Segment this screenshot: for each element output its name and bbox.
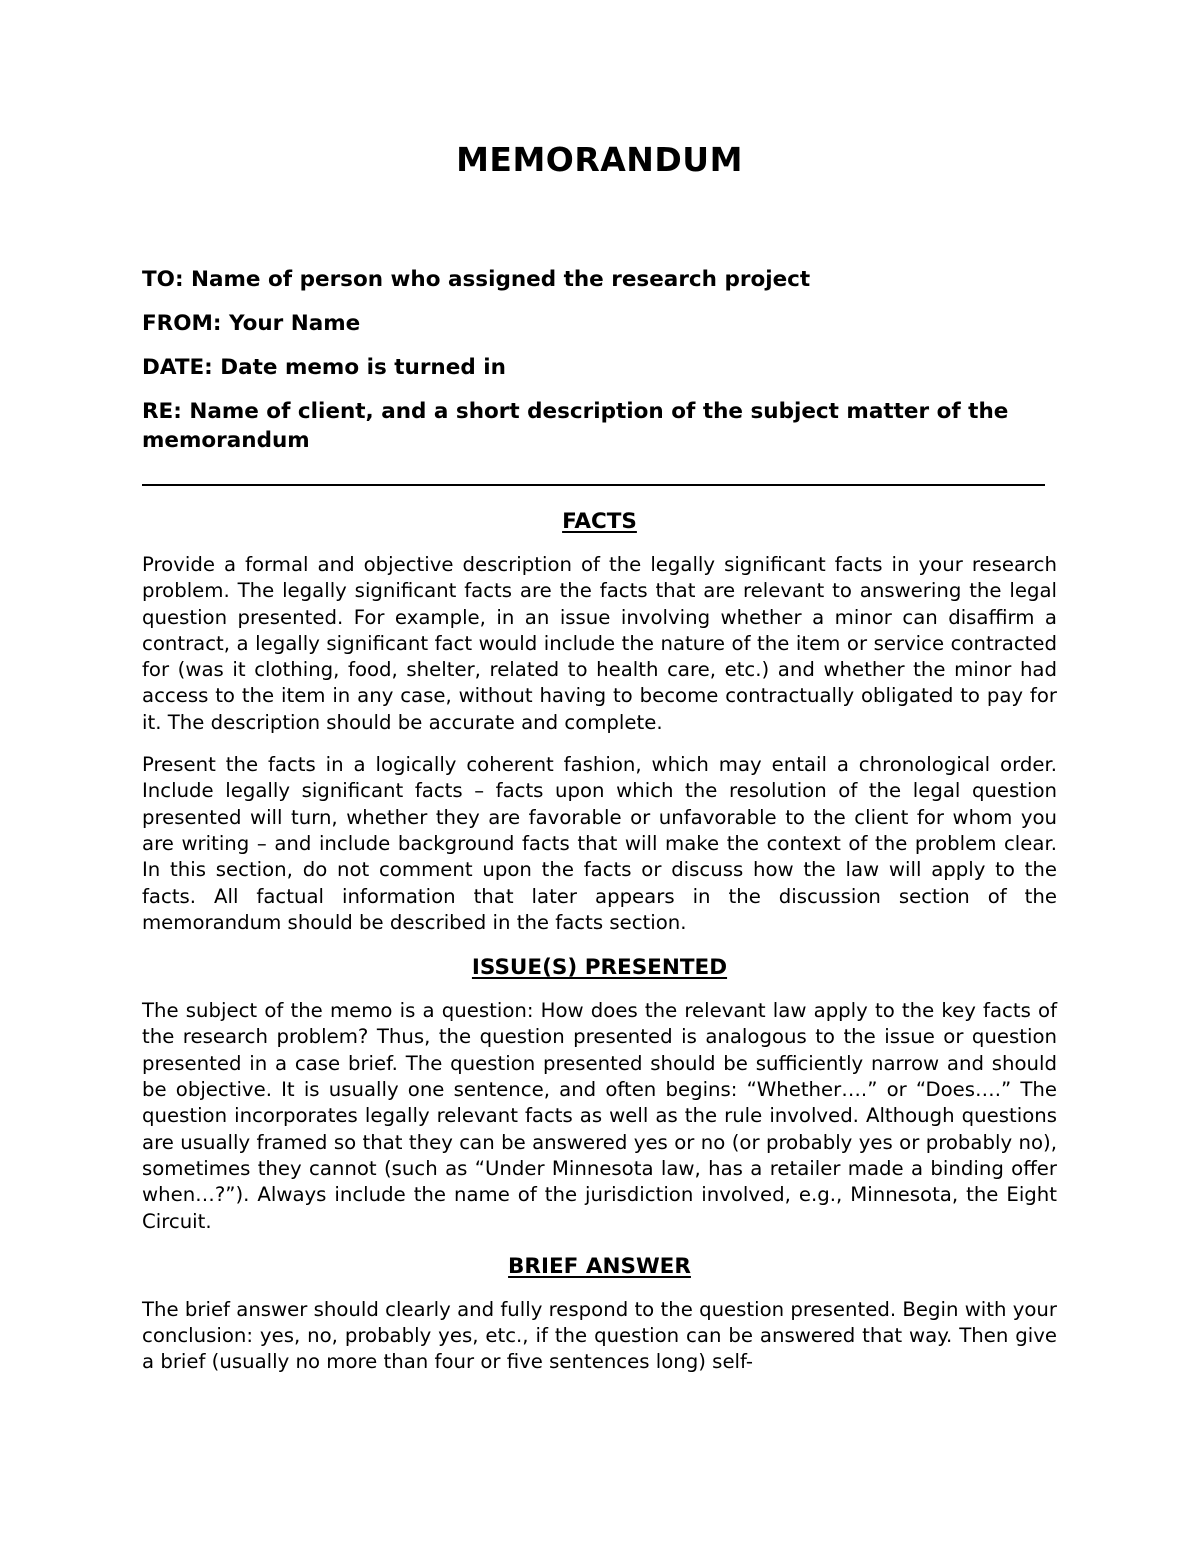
memo-date-line: DATE: Date memo is turned in <box>142 355 506 380</box>
facts-paragraph-2: Present the facts in a logically coherent fashion, which may entail a chronological order. Include legally significant facts – facts upon which the resolution of the legal question presented will turn, whether they are favorable or unfavorable to the client for whom you are writing – and include background facts that will make the context of the problem clear. In this section, do not comment upon the facts or discuss how the law will apply to the facts. All factual information that later appears in the discussion section of the memorandum should be described in the facts section. <box>142 753 1057 934</box>
issues-paragraph-1: The subject of the memo is a question: How does the relevant law apply to the key facts of the research problem? Thus, the question presented is analogous to the issue or question presented in a case brief. The question presented should be sufficiently narrow and should be objective. It is usually one sentence, and often begins: “Whether….” or “Does….” The question incorporates legally relevant facts as well as the rule involved. Although questions are usually framed so that they can be answered yes or no (or probably yes or probably no), sometimes they cannot (such as “Under Minnesota law, has a retailer made a binding offer when…?”). Always include the name of the jurisdiction involved, e.g., Minnesota, the Eight Circuit. <box>142 999 1057 1233</box>
brief-answer-paragraph-1: The brief answer should clearly and fully respond to the question presented. Begin with your conclusion: yes, no, probably yes, etc., if the question can be answered that way. Then give a brief (usually no more than four or five sentences long) self- <box>142 1297 1057 1374</box>
facts-section <box>142 508 1057 936</box>
memo-body <box>142 140 1057 1392</box>
memo-to-line: TO: Name of person who assigned the research project <box>142 267 811 292</box>
facts-paragraph-1: Provide a formal and objective description of the legally significant facts in your research problem. The legally significant facts are the facts that are relevant to answering the legal question presented. For example, in an issue involving whether a minor can disaffirm a contract, a legally significant fact would include the nature of the item or service contracted for (was it clothing, food, shelter, related to health care, etc.) and whether the minor had access to the item in any case, without having to become contractually obligated to pay for it. The description should be accurate and complete. <box>142 553 1057 734</box>
memo-header-block <box>142 265 1057 455</box>
memo-title: MEMORANDUM <box>456 140 743 179</box>
brief-answer-heading: BRIEF ANSWER <box>508 1253 691 1279</box>
brief-answer-section <box>142 1253 1057 1376</box>
facts-heading: FACTS <box>562 509 637 534</box>
memo-from-line: FROM: Your Name <box>142 311 361 336</box>
issues-section <box>142 954 1057 1235</box>
issues-heading: ISSUE(S) PRESENTED <box>471 955 728 981</box>
header-divider <box>142 484 1045 486</box>
memo-re-line: RE: Name of client, and a short description of the subject matter of the memorandum <box>142 399 1009 453</box>
